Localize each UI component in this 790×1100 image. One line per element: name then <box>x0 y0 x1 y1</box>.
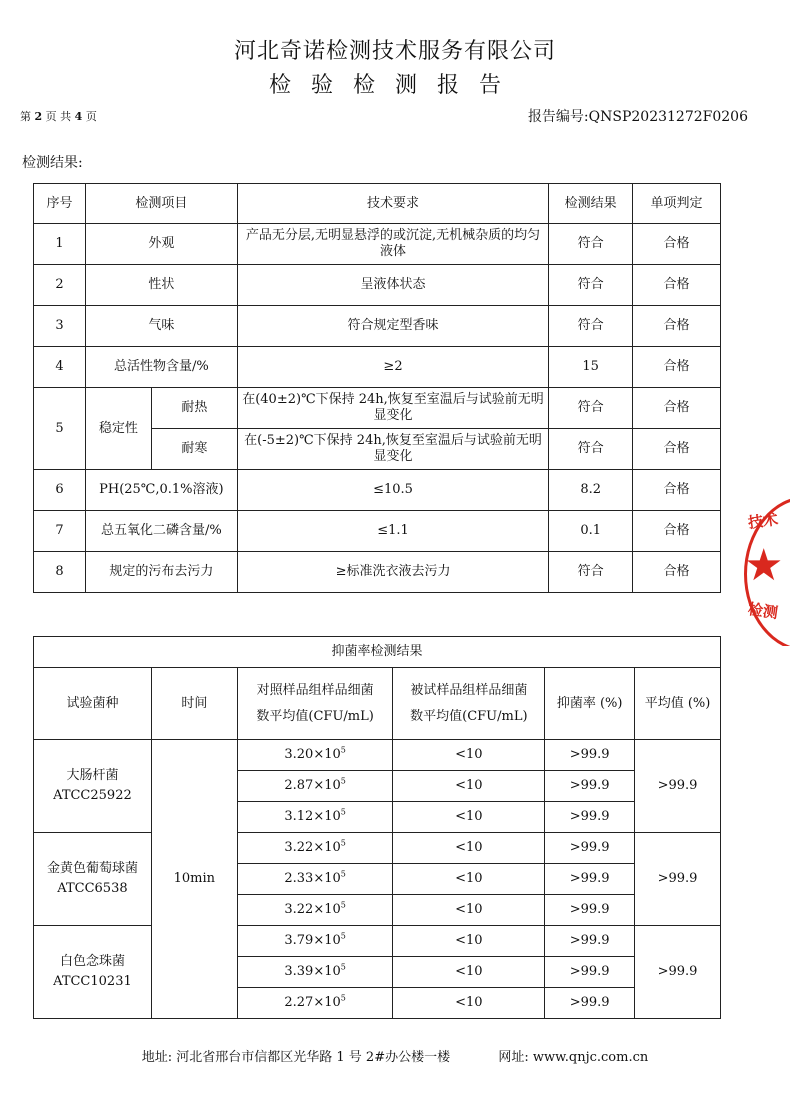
test-value: <10 <box>393 864 545 895</box>
row-verdict: 合格 <box>633 552 721 593</box>
table-row <box>34 265 721 306</box>
test-value: <10 <box>393 771 545 802</box>
company-name: 河北奇诺检测技术服务有限公司 <box>233 39 556 64</box>
antibacterial-header-row <box>34 668 721 740</box>
rate-value: >99.9 <box>545 957 635 988</box>
report-number <box>528 106 748 126</box>
footer-website: 网址: www.qnjc.com.cn <box>498 1050 649 1065</box>
strain-cell <box>34 740 152 833</box>
row-verdict: 合格 <box>633 388 721 429</box>
row-item: 总活性物含量/% <box>85 347 237 388</box>
row-result: 符合 <box>549 306 633 347</box>
row-no: 3 <box>34 306 86 347</box>
strain-code: ATCC6538 <box>57 881 128 896</box>
row-requirement: ≤10.5 <box>237 470 548 511</box>
row-verdict: 合格 <box>633 470 721 511</box>
row-verdict: 合格 <box>633 265 721 306</box>
official-seal <box>744 496 790 646</box>
rate-value: >99.9 <box>545 895 635 926</box>
control-value: $3.39\times 10^5$ <box>237 957 393 988</box>
row-item: 外观 <box>85 224 237 265</box>
page-suffix: 页 <box>85 110 97 123</box>
row-verdict: 合格 <box>633 347 721 388</box>
antibacterial-table <box>33 636 721 1019</box>
row-subitem: 耐热 <box>151 388 237 429</box>
col-header-test <box>393 668 545 740</box>
control-value: $2.27\times 10^5$ <box>237 988 393 1019</box>
control-value: $3.20\times 10^5$ <box>237 740 393 771</box>
row-item: PH(25℃,0.1%溶液) <box>85 470 237 511</box>
row-no: 5 <box>34 388 86 470</box>
control-value: $3.22\times 10^5$ <box>237 833 393 864</box>
row-no: 4 <box>34 347 86 388</box>
report-number-label: 报告编号: <box>527 109 589 125</box>
report-title: 检验检测报告 <box>268 73 521 98</box>
test-value: <10 <box>393 988 545 1019</box>
row-requirement: 符合规定型香味 <box>237 306 548 347</box>
page-mid: 页 共 <box>45 110 72 123</box>
col-header-test-line1: 被试样品组样品细菌 <box>410 682 528 698</box>
row-item: 总五氧化二磷含量/% <box>85 511 237 552</box>
row-item: 规定的污布去污力 <box>85 552 237 593</box>
rate-value: >99.9 <box>545 740 635 771</box>
page-prefix: 第 <box>20 110 31 123</box>
row-no: 2 <box>34 265 86 306</box>
page-footer <box>0 1046 790 1065</box>
row-requirement: 呈液体状态 <box>237 265 548 306</box>
star-icon: ★ <box>744 540 784 591</box>
row-requirement: ≤1.1 <box>237 511 548 552</box>
col-header-rate: 抑菌率 (%) <box>545 668 635 740</box>
col-header-no: 序号 <box>34 184 86 224</box>
test-value: <10 <box>393 926 545 957</box>
table-row <box>34 470 721 511</box>
control-value: $3.12\times 10^5$ <box>237 802 393 833</box>
row-no: 1 <box>34 224 86 265</box>
table-row <box>34 552 721 593</box>
row-subitem: 耐寒 <box>151 429 237 470</box>
col-header-requirement: 技术要求 <box>237 184 548 224</box>
row-no: 6 <box>34 470 86 511</box>
test-value: <10 <box>393 833 545 864</box>
row-result: 符合 <box>549 265 633 306</box>
section-label: 检测结果: <box>22 155 83 171</box>
col-header-item: 检测项目 <box>85 184 237 224</box>
col-header-time: 时间 <box>151 668 237 740</box>
row-result: 15 <box>549 347 633 388</box>
strain-name: 白色念珠菌 <box>59 954 125 969</box>
rate-value: >99.9 <box>545 771 635 802</box>
row-verdict: 合格 <box>633 429 721 470</box>
table-row <box>34 740 721 771</box>
antibacterial-title-row <box>34 637 721 668</box>
table-row <box>34 511 721 552</box>
rate-value: >99.9 <box>545 988 635 1019</box>
row-result: 符合 <box>549 388 633 429</box>
row-verdict: 合格 <box>633 511 721 552</box>
time-cell: 10min <box>151 740 237 1019</box>
results-header-row <box>34 184 721 224</box>
average-value: >99.9 <box>635 740 721 833</box>
table-row <box>34 388 721 429</box>
col-header-result: 检测结果 <box>549 184 633 224</box>
test-value: <10 <box>393 802 545 833</box>
row-result: 0.1 <box>549 511 633 552</box>
col-header-control-line2: 数平均值(CFU/mL) <box>256 708 374 724</box>
control-value: $3.79\times 10^5$ <box>237 926 393 957</box>
control-value: $2.87\times 10^5$ <box>237 771 393 802</box>
row-item: 气味 <box>85 306 237 347</box>
table-row <box>34 224 721 265</box>
strain-code: ATCC10231 <box>53 974 132 989</box>
antibacterial-title: 抑菌率检测结果 <box>34 637 721 668</box>
rate-value: >99.9 <box>545 864 635 895</box>
strain-name: 大肠杆菌 <box>66 768 119 783</box>
row-requirement: 在(-5±2)℃下保持 24h,恢复至室温后与试验前无明显变化 <box>237 429 548 470</box>
average-value: >99.9 <box>635 926 721 1019</box>
table-row <box>34 306 721 347</box>
seal-top-text: 技术 <box>746 509 780 532</box>
page-total: 4 <box>74 110 83 123</box>
row-item: 稳定性 <box>85 388 151 470</box>
row-result: 符合 <box>549 429 633 470</box>
col-header-control-line1: 对照样品组样品细菌 <box>256 682 374 698</box>
row-result: 8.2 <box>549 470 633 511</box>
row-no: 8 <box>34 552 86 593</box>
row-requirement: 在(40±2)℃下保持 24h,恢复至室温后与试验前无明显变化 <box>237 388 548 429</box>
results-table <box>33 183 721 593</box>
strain-code: ATCC25922 <box>53 788 132 803</box>
row-verdict: 合格 <box>633 224 721 265</box>
average-value: >99.9 <box>635 833 721 926</box>
strain-cell <box>34 926 152 1019</box>
rate-value: >99.9 <box>545 802 635 833</box>
seal-bottom-text: 检测 <box>746 599 780 622</box>
table-row <box>34 926 721 957</box>
row-requirement: 产品无分层,无明显悬浮的或沉淀,无机械杂质的均匀液体 <box>237 224 548 265</box>
footer-address: 地址: 河北省邢台市信都区光华路 1 号 2#办公楼一楼 <box>141 1050 451 1065</box>
row-item: 性状 <box>85 265 237 306</box>
col-header-verdict: 单项判定 <box>633 184 721 224</box>
row-no: 7 <box>34 511 86 552</box>
row-verdict: 合格 <box>633 306 721 347</box>
strain-name: 金黄色葡萄球菌 <box>46 861 138 876</box>
test-value: <10 <box>393 895 545 926</box>
row-result: 符合 <box>549 224 633 265</box>
col-header-test-line2: 数平均值(CFU/mL) <box>410 708 528 724</box>
control-value: $3.22\times 10^5$ <box>237 895 393 926</box>
test-value: <10 <box>393 740 545 771</box>
table-row <box>34 347 721 388</box>
test-value: <10 <box>393 957 545 988</box>
col-header-strain: 试验菌种 <box>34 668 152 740</box>
row-requirement: ≥2 <box>237 347 548 388</box>
row-result: 符合 <box>549 552 633 593</box>
strain-cell <box>34 833 152 926</box>
table-row <box>34 833 721 864</box>
page-current: 2 <box>34 110 43 123</box>
rate-value: >99.9 <box>545 926 635 957</box>
control-value: $2.33\times 10^5$ <box>237 864 393 895</box>
col-header-control <box>237 668 393 740</box>
report-number-value: QNSP20231272F0206 <box>588 109 748 125</box>
rate-value: >99.9 <box>545 833 635 864</box>
page-indicator <box>20 108 97 124</box>
row-requirement: ≥标准洗衣液去污力 <box>237 552 548 593</box>
col-header-average: 平均值 (%) <box>635 668 721 740</box>
